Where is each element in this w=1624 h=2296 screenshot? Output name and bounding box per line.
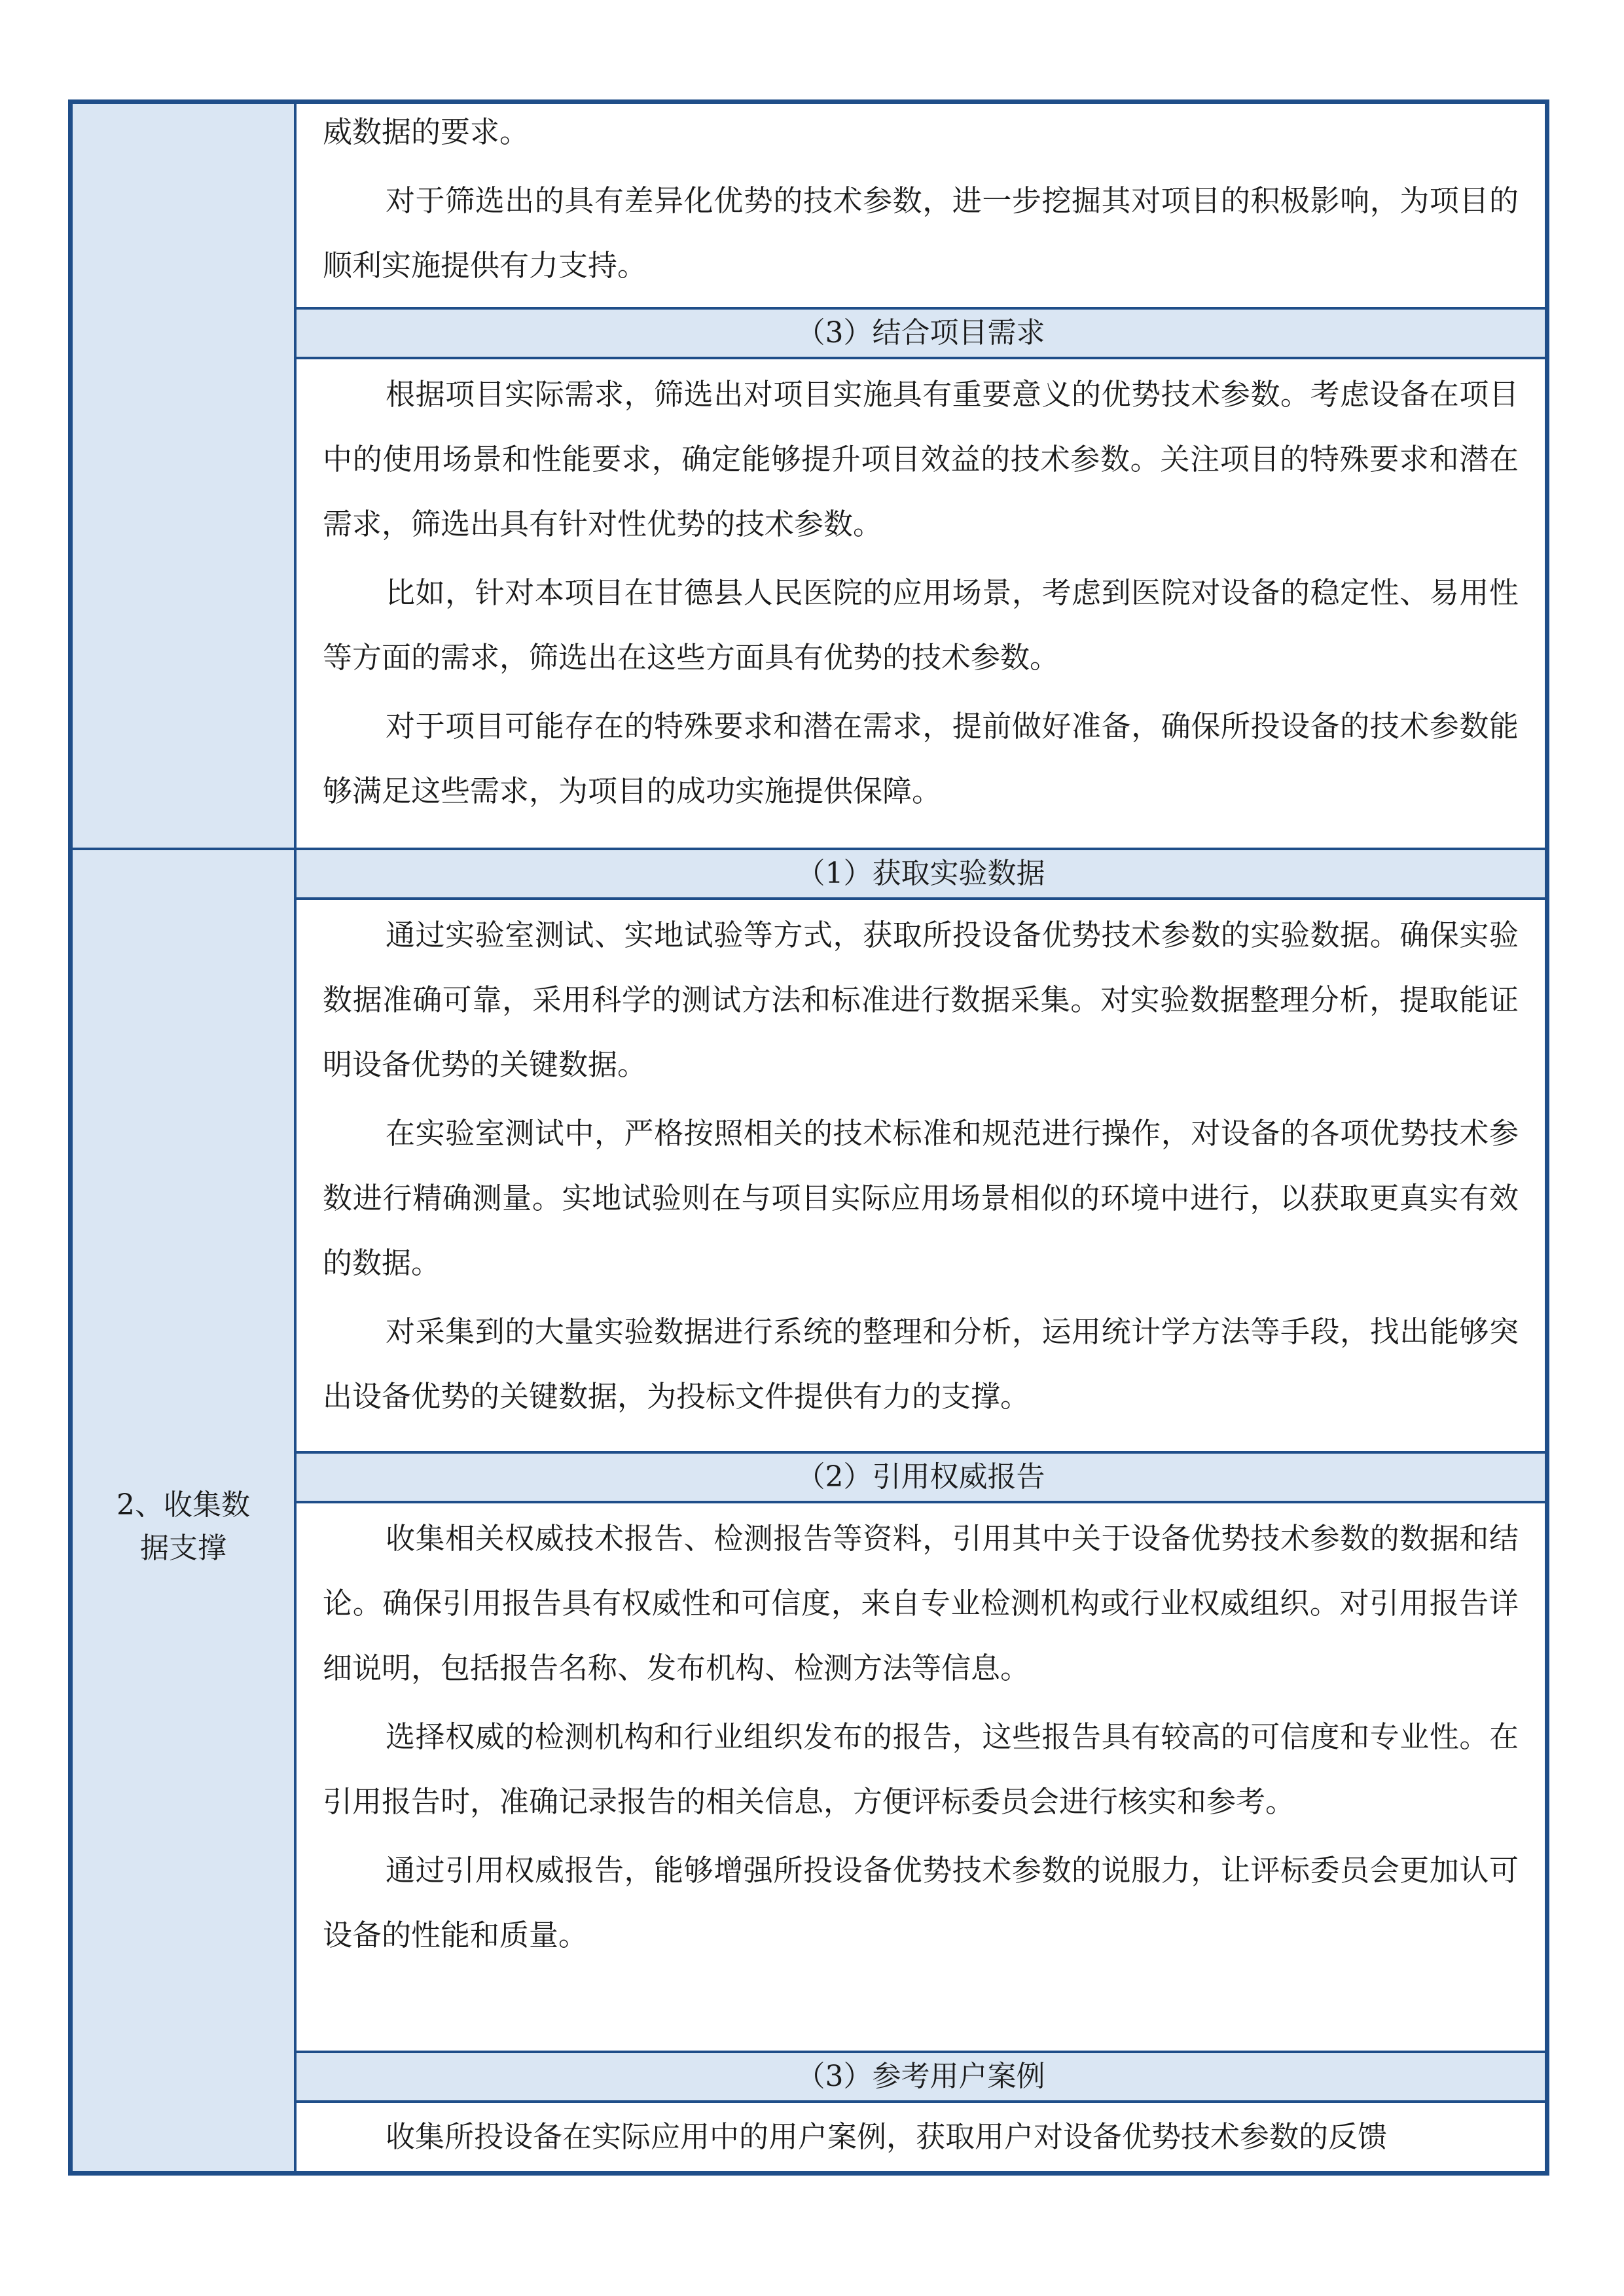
section-heading: [297, 1451, 1545, 1503]
heading-text: （1）获取实验数据: [796, 857, 1045, 890]
content-cell: [297, 100, 1545, 303]
heading-text: （2）引用权威报告: [796, 1460, 1045, 1494]
paragraph: 威数据的要求。: [323, 115, 530, 149]
section-heading: [297, 848, 1545, 900]
paragraph: 通过实验室测试、实地试验等方式，获取所投设备优势技术参数的实验数据。确保实验数据准确可靠，采用科学的测试方法和标准进行数据采集。对实验数据整理分析，提取能证明设备优势的关键数据。: [323, 918, 1519, 1082]
section-heading: [297, 2051, 1545, 2103]
paragraph: 对于项目可能存在的特殊要求和潜在需求，提前做好准备，确保所投设备的技术参数能够满足这些需求，为项目的成功实施提供保障。: [323, 709, 1519, 808]
paragraph: 对采集到的大量实验数据进行系统的整理和分析，运用统计学方法等手段，找出能够突出设备优势的关键数据，为投标文件提供有力的支撑。: [323, 1314, 1519, 1414]
category-column: [73, 104, 297, 2171]
category-label: [73, 1484, 294, 1570]
category-label-line2: 据支撑: [140, 1532, 226, 1565]
content-cell: [297, 1503, 1545, 2051]
section-heading: [297, 307, 1545, 359]
paragraph: 收集相关权威技术报告、检测报告等资料，引用其中关于设备优势技术参数的数据和结论。确保引用报告具有权威性和可信度，来自专业检测机构或行业权威组织。对引用报告详细说明，包括报告名称、发布机构、检测方法等信息。: [323, 1521, 1519, 1685]
paragraph: 通过引用权威报告，能够增强所投设备优势技术参数的说服力，让评标委员会更加认可设备的性能和质量。: [323, 1853, 1519, 1952]
paragraph: 根据项目实际需求，筛选出对项目实施具有重要意义的优势技术参数。考虑设备在项目中的使用场景和性能要求，确定能够提升项目效益的技术参数。关注项目的特殊要求和潜在需求，筛选出具有针对性优势的技术参数。: [323, 377, 1519, 541]
content-cell: [297, 359, 1545, 848]
paragraph: 收集所投设备在实际应用中的用户案例，获取用户对设备优势技术参数的反馈: [386, 2119, 1388, 2154]
content-table: [68, 99, 1549, 2176]
paragraph: 选择权威的检测机构和行业组织发布的报告，这些报告具有较高的可信度和专业性。在引用报告时，准确记录报告的相关信息，方便评标委员会进行核实和参考。: [323, 1719, 1519, 1819]
paragraph: 对于筛选出的具有差异化优势的技术参数，进一步挖掘其对项目的积极影响，为项目的顺利实施提供有力支持。: [323, 183, 1519, 283]
content-cell: [297, 900, 1545, 1503]
category-divider: [73, 848, 297, 850]
content-cell: [297, 2103, 1545, 2171]
heading-text: （3）参考用户案例: [796, 2060, 1045, 2093]
paragraph: 比如，针对本项目在甘德县人民医院的应用场景，考虑到医院对设备的稳定性、易用性等方面的需求，筛选出在这些方面具有优势的技术参数。: [323, 575, 1519, 675]
paragraph: 在实验室测试中，严格按照相关的技术标准和规范进行操作，对设备的各项优势技术参数进行精确测量。实地试验则在与项目实际应用场景相似的环境中进行，以获取更真实有效的数据。: [323, 1116, 1519, 1280]
heading-text: （3）结合项目需求: [796, 316, 1045, 350]
category-label-line1: 2、收集数: [117, 1488, 250, 1522]
